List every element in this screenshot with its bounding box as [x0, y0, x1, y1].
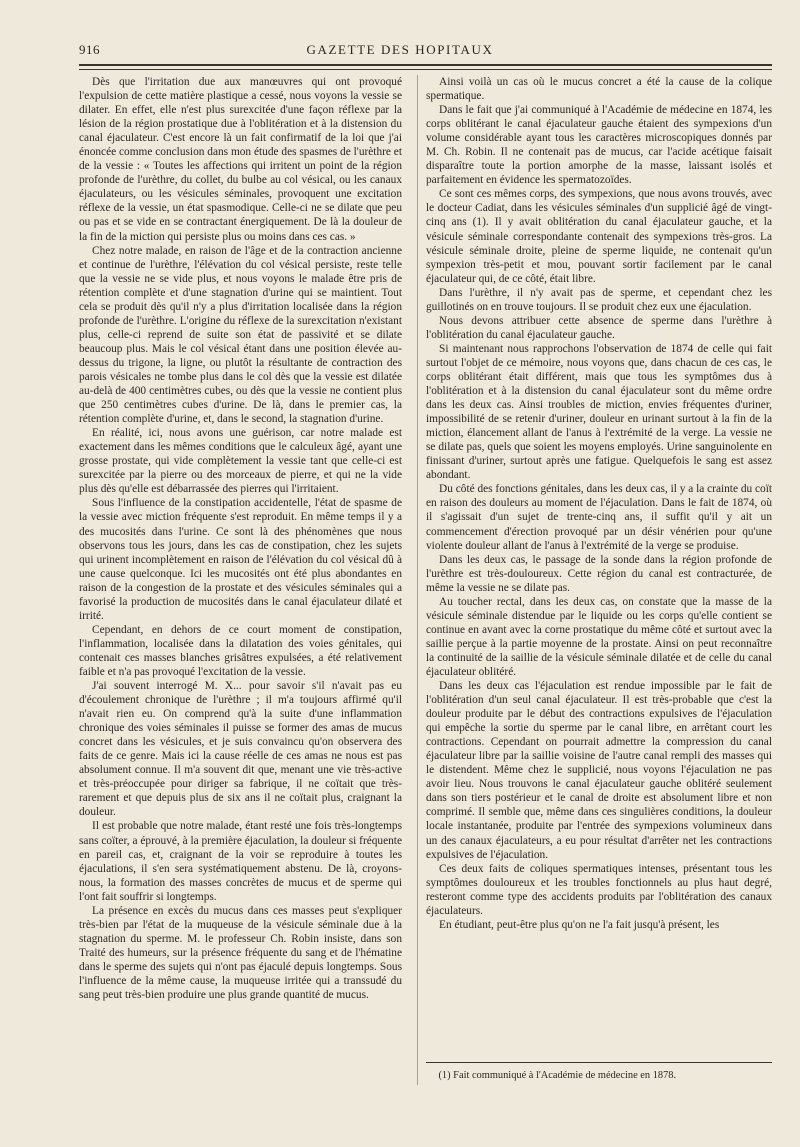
paragraph: Nous devons attribuer cette absence de sperme dans l'urèthre à l'oblitération du canal éjaculateur gauche. [426, 314, 772, 341]
paragraph: La présence en excès du mucus dans ces masses peut s'expliquer très-bien par l'état de la muqueuse de la vésicule séminale due à la stagnation du sperme. M. le professeur Ch. Robin insiste, dans son Traité des humeurs, sur la présence fréquente du sang et de l'hématine dans le sperme des sujets qui n'ont pas éjaculé depuis longtemps. Sous l'influence de la même cause, la muqueuse irritée qui a transsudé du sang peut très-bien produire une plus grande quantité de mucus. [79, 904, 402, 1002]
right-column [426, 75, 772, 932]
paragraph: En étudiant, peut-être plus qu'on ne l'a fait jusqu'à présent, les [439, 918, 720, 931]
paragraph: Ainsi voilà un cas où le mucus concret a été la cause de la colique spermatique. [426, 76, 772, 103]
paragraph: Il est probable que notre malade, étant resté une fois très-longtemps sans coïter, a éprouvé, à la première éjaculation, la douleur si fréquente en pareil cas, et, craignant de la voir se reproduire à toutes les éjaculations, il s'en sera systématiquement abstenu. De là, croyons-nous, la formation des masses concrètes de mucus et de sperme qui l'ont fait souffrir si longtemps. [79, 820, 402, 903]
header-rule-thin [79, 69, 772, 70]
footnote: (1) Fait communiqué à l'Académie de médecine en 1878. [438, 1070, 677, 1081]
paragraph: Chez notre malade, en raison de l'âge et de la contraction ancienne et continue de l'urèthre, l'élévation du col vésical persiste, reste telle que la vessie ne se vide plus, et nous voyons le malade être pris de rétention complète et d'une stagnation d'urine qui se maintient. Tout cela se produit dès qu'il n'y a plus d'irritation localisée dans la région profonde de l'urèthre. L'origine du réflexe de la surexcitation n'existant plus, celle-ci reprend de suite son état de passivité et se dilate beaucoup plus. Mais le col vésical étant dans une position élevée au-dessus du trigone, la ligne, ou plutôt la résultante de contraction des parois vésicales ne tombe plus dans le col dès que la vessie est dilatée au-delà de 400 centimètres cubes, ou dès que la vessie ne contient plus que 250 centimètres cubes d'urine. De là, dans le premier cas, la rétention complète d'urine, et, dans le second, la stagnation d'urine. [79, 244, 402, 426]
paragraph: Du côté des fonctions génitales, dans les deux cas, il y a la crainte du coït en raison des douleurs au moment de l'éjaculation. Dans le fait de 1874, où il s'agissait d'un sujet de trente-cinq ans, il suffit qu'il y ait un commencement d'érection provoqué par un désir vénérien pour qu'une violente douleur allant de l'anus à l'extrémité de la verge se produise. [426, 483, 773, 552]
left-column [79, 75, 402, 1002]
page-number: 916 [79, 42, 100, 57]
paragraph: Dans les deux cas, le passage de la sonde dans la région profonde de l'urèthre est très-douloureux. Cette région du canal est contracturée, de même la vessie ne se dilate pas. [426, 553, 772, 594]
paragraph: En réalité, ici, nous avons une guérison, car notre malade est exactement dans les mêmes conditions que le calculeux âgé, ayant une grosse prostate, qui vide complètement la vessie tant que celle-ci est surexcitée par la pierre ou des morceaux de pierre, et qui ne la vide plus dès qu'elle est débarrassée des pierres qui l'irritaient. [79, 427, 402, 496]
paragraph: Au toucher rectal, dans les deux cas, on constate que la masse de la vésicule séminale distendue par le liquide ou les corps qu'elle contient se continue en avant avec la corne prostatique du même côté et surtout avec la saillie perçue à la partie moyenne de la prostate. Ainsi on peut reconnaître la continuité de la saillie de la vésicule séminale dilatée et de celle du canal éjaculateur oblitéré. [426, 595, 772, 678]
paragraph: Dans le fait que j'ai communiqué à l'Académie de médecine en 1874, les corps oblitérant le canal éjaculateur gauche étaient des sympexions d'un volume considérable ayant tous les caractères microscopiques donnés par M. Ch. Robin. Il ne contenait pas de mucus, car l'acide acétique faisait disparaître toute la portion amorphe de la masse, laissant isolés et parfaitement en évidence les spermatozoïdes. [426, 104, 772, 187]
paragraph: Ces deux faits de coliques spermatiques intenses, présentant tous les symptômes douloureux et les troubles fonctionnels au plus haut degré, resteront comme type des accidents produits par l'oblitération des canaux éjaculateurs. [426, 862, 772, 917]
paragraph: Si maintenant nous rapprochons l'observation de 1874 de celle qui fait surtout l'objet de ce mémoire, nous voyons que, dans chacun de ces cas, le corps oblitérant était différent, mais que tous les symptômes dus à l'oblitération et à la distension du canal éjaculateur sont du même ordre dans les deux cas. Ainsi troubles de miction, envies fréquentes d'uriner, impossibilité de se retenir d'uriner, douleur en urinant surtout à la fin de la miction, élancement allant de l'anus à l'extrémité de la verge. La vessie ne se dilate pas, quels que soient les moyens employés. Urine sanguinolente en finissant d'uriner, surtout après une fatigue. Quelquefois le sang est assez abondant. [426, 342, 772, 482]
paragraph: Cependant, en dehors de ce court moment de constipation, l'inflammation, localisée dans la dilatation des voies génitales, qui contenait ces masses blanches grisâtres expulsées, a été relativement faible et n'a pas provoqué l'excitation de la vessie. [79, 623, 402, 678]
paragraph: Dès que l'irritation due aux manœuvres qui ont provoqué l'expulsion de cette matière plastique a cessé, nous voyons la vessie se dilater. En effet, elle n'est plus surexcitée d'une façon réflexe par la lésion de la région prostatique due à l'oblitération et à la distension du canal éjaculateur. C'est encore là un fait confirmatif de la loi que j'ai énoncée comme conclusion dans mon étude des spasmes de l'urèthre et de la vessie : « Toutes les affections qui irritent un point de la région profonde de l'urèthre, du collet, du bulbe au col vésical, ou les canaux éjaculateurs, ou les vésicules séminales, provoquent une excitation réflexe de la vessie, un état spasmodique. Celle-ci ne se dilate que peu ou pas et se vide en se contractant énergiquement. De là la douleur de la fin de la miction qui persiste plus ou moins dans ces cas. » [79, 76, 402, 243]
column-divider [417, 75, 418, 1085]
paragraph: J'ai souvent interrogé M. X... pour savoir s'il n'avait pas eu d'écoulement chronique de l'urèthre ; il m'a toujours affirmé qu'il n'avait rien eu. On comprend qu'à la suite d'une inflammation chronique des voies séminales il puisse se former des amas de mucus concret dans les vésicules, et je suis convaincu qu'on observera des faits de ce genre. Mais ici la cause réelle de ces amas ne nous est pas absolument connue. Il m'a souvent dit que, menant une vie très-active et très-préoccupée pour diriger sa fabrique, il ne coïtait que très-rarement et que depuis plus de six ans il ne coïtait plus, craignant la douleur. [79, 680, 402, 819]
header-rule-thick [79, 64, 772, 66]
paragraph: Dans l'urèthre, il n'y avait pas de sperme, et cependant chez les guillotinés on en trouve toujours. Il se produit chez eux une éjaculation. [426, 286, 772, 313]
paragraph: Dans les deux cas l'éjaculation est rendue impossible par le fait de l'oblitération d'un seul canal éjaculateur. Il est très-probable que c'est la douleur produite par le début des contractions expulsives de l'éjaculation qui empêche la sortie du sperme par le canal libre, en arrêtant court les contractions. Cependant on pourrait admettre la compression du canal éjaculateur libre par la saillie voisine de l'autre canal rempli des masses qui le distendent. Même chez le supplicié, nous voyons l'éjaculation ne pas avoir lieu. Nous trouvons le canal éjaculateur gauche oblitéré seulement dans son tiers postérieur et le canal de droite est absolument libre et non comprimé. Il semble que, même dans ces singulières conditions, la douleur locale instantanée, produite par l'entrée des sympexions volumineux dans un des canaux éjaculateurs, a eu pour résultat d'arrêter net les contractions expulsives de l'éjaculation. [426, 680, 772, 861]
paragraph: Ce sont ces mêmes corps, des sympexions, que nous avons trouvés, avec le docteur Cadiat, dans les vésicules séminales d'un supplicié âgé de vingt-cinq ans (1). Il y avait oblitération du canal éjaculateur gauche, et la vésicule séminale correspondante contenait des sympexions très-gros. La vésicule séminale droite, pleine de sperme liquide, ne contenait qu'un sympexion très-petit et mou, pouvant sortir facilement par le canal éjaculateur qui, de ce côté, était libre. [426, 188, 772, 285]
footnote-rule [426, 1062, 772, 1063]
journal-title: GAZETTE DES HOPITAUX [306, 42, 494, 57]
paragraph: Sous l'influence de la constipation accidentelle, l'état de spasme de la vessie avec miction fréquente s'est reproduit. En même temps il y a des mucosités dans l'urine. Ce sont là des phénomènes que nous observons tous les jours, dans les cas de constipation, chez les sujets qui urinent incomplètement en raison de l'élévation du col vésical dû à une cause quelconque. Ici les mucosités ont été plus abondantes en raison de la congestion de la prostate et des vésicules séminales qui a favorisé la production de mucosités dans le canal éjaculateur dilaté et irrité. [79, 497, 402, 622]
